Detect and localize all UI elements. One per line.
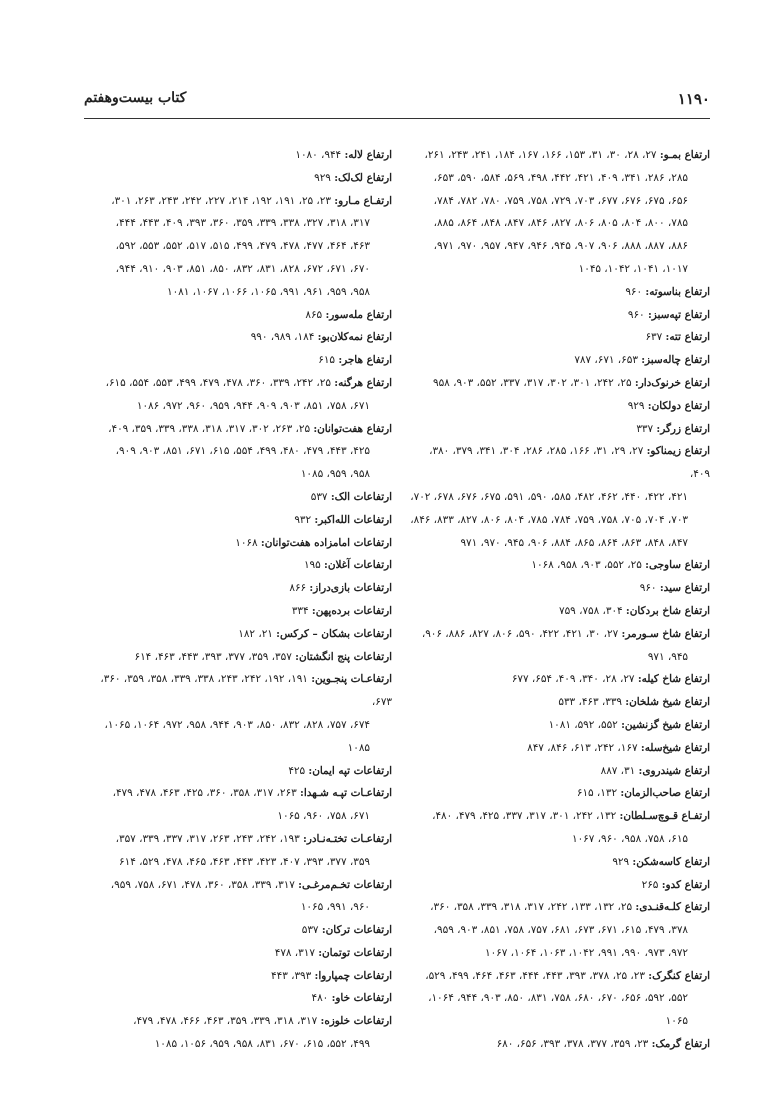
index-entry (410, 372, 710, 395)
index-page-refs: ۴۲۱، ۴۲۲، ۴۴۰، ۴۶۲، ۴۸۲، ۵۸۵، ۵۹۰، ۵۹۱، ۶۷۵، ۶۷۶، ۶۷۸، ۷۰۲، (410, 490, 688, 503)
index-page-refs: ۹۶۰ (625, 285, 643, 298)
index-page-refs: ۴۲۵ (288, 764, 306, 777)
index-term: ارتفاع کدو: (661, 878, 710, 891)
index-term: ارتفاعات آغلان: (324, 559, 392, 572)
index-page-refs: ۲۵، ۲۴۲، ۳۰۱، ۳۰۲، ۳۱۷، ۳۳۷، ۵۵۲، ۹۰۳، ۹۵۸ (433, 376, 632, 389)
index-entry (410, 668, 710, 691)
index-entry (410, 851, 710, 874)
index-term: ارتفاعـات پنجـوین: (311, 673, 392, 686)
index-page-refs: ۲۸۵، ۲۸۶، ۳۴۱، ۴۰۹، ۴۲۱، ۴۴۲، ۴۹۸، ۵۶۹، ۵۸۴، ۵۹۰، ۶۵۳، (433, 171, 688, 184)
index-entry (410, 577, 710, 600)
index-term: ارتفـاع مـارو: (334, 194, 392, 207)
index-page-refs: ۲۷، ۲۸، ۳۴۰، ۴۰۹، ۶۵۴، ۶۷۷ (511, 673, 635, 686)
index-entry (92, 600, 392, 623)
index-page-refs: ۳۰۴، ۷۵۸، ۷۵۹ (559, 604, 623, 617)
index-page-refs: ۳۱، ۸۸۷ (600, 764, 636, 777)
index-term: ارتفاع شیخ‌سله: (640, 741, 710, 754)
index-entry (410, 304, 710, 327)
index-entry (410, 896, 710, 964)
index-entry (410, 418, 710, 441)
index-page-refs: ۱۹۱، ۱۹۲، ۲۴۲، ۲۴۳، ۳۳۸، ۳۳۹، ۳۵۸، ۳۵۹، ۳۶۰، ۶۷۳، (100, 673, 392, 709)
index-page-refs: ۵۳۷ (310, 490, 328, 503)
index-page-refs: ۸۶۵ (305, 308, 323, 321)
index-page-refs: ۶۷۰، ۶۷۱، ۶۷۲، ۸۲۸، ۸۳۱، ۸۳۲، ۸۵۰، ۸۵۱، ۹۰۳، ۹۱۰، ۹۴۴، (115, 262, 370, 275)
index-entry (410, 326, 710, 349)
index-entry (410, 144, 710, 281)
index-entry (410, 440, 710, 554)
index-term: ارتفاعات الله‌اکبر: (314, 513, 392, 526)
index-page-refs: ۹۴۴، ۱۰۸۰ (295, 149, 342, 161)
index-entry (92, 372, 392, 418)
index-term: ارتفاع شیخ گزنشین: (621, 718, 710, 731)
index-term: ارتفاعات توتمان: (318, 946, 392, 959)
index-page-refs: ۳۱۷، ۴۷۸ (274, 946, 315, 959)
index-term: ارتفاع صاحب‌الزمان: (620, 787, 710, 800)
index-term: ارتفاعـات تپـه شـهدا: (299, 787, 392, 800)
index-term: ارتفاع لاله: (344, 149, 392, 161)
index-entry (92, 304, 392, 327)
index-term: ارتفاعات چمپاروا: (314, 969, 392, 982)
index-entry (92, 577, 392, 600)
index-page-refs: ۶۳۷ (645, 331, 663, 344)
index-entry (92, 782, 392, 828)
index-page-refs: ۶۷۱، ۷۵۸، ۹۶۰، ۱۰۶۵ (277, 810, 370, 823)
index-page-refs: ۲۵، ۲۶۳، ۳۰۲، ۳۱۷، ۳۱۸، ۳۳۸، ۳۳۹، ۳۵۹، ۴۰۹، (108, 422, 311, 435)
index-term: ارتفاعات پنج انگشتان: (295, 650, 392, 663)
index-page-refs: ۲۶۳، ۳۱۷، ۳۵۸، ۳۶۰، ۴۲۵، ۴۶۳، ۴۷۸، ۴۷۹، (112, 787, 297, 800)
index-term: ارتفاع شاخ بردکان: (625, 604, 710, 617)
index-term: ارتفاع چاله‌سبز: (641, 354, 710, 367)
index-term: ارتفاعات خاو: (331, 992, 392, 1005)
index-term: ارتفاع ساوجی: (645, 559, 710, 572)
index-page-refs: ۲۶۵ (641, 878, 659, 891)
index-entry (92, 942, 392, 965)
index-entry (92, 167, 392, 190)
index-term: ارتفاع خرنوک‌دار: (634, 376, 710, 389)
index-term: ارتفاع زیمناکو: (646, 445, 710, 458)
index-page-refs: ۹۲۹ (314, 171, 331, 184)
index-page-refs: ۱۹۵ (303, 559, 321, 572)
index-entry (92, 418, 392, 486)
index-page-refs: ۹۷۲، ۹۷۳، ۹۹۰، ۹۹۱، ۱۰۴۲، ۱۰۶۳، ۱۰۶۴، ۱۰۶۷ (484, 946, 688, 959)
index-page-refs: ۹۶۰، ۹۹۱، ۱۰۶۵ (300, 901, 370, 914)
index-entry (92, 554, 392, 577)
index-page-refs: ۴۹۹، ۵۵۲، ۶۱۵، ۶۷۰، ۸۳۱، ۹۵۸، ۹۵۹، ۱۰۵۶، ۱۰۸۵ (154, 1038, 370, 1051)
index-page-refs: ۳۵۷، ۳۵۹، ۳۷۷، ۳۹۳، ۴۴۳، ۴۶۳، ۶۱۴ (134, 650, 292, 663)
index-page-refs: ۸۴۷، ۸۴۸، ۸۶۳، ۸۶۴، ۸۶۵، ۸۸۴، ۹۰۶، ۹۴۵، ۹۷۰، ۹۷۱ (460, 536, 688, 549)
index-page-refs: ۱۹۳، ۲۴۲، ۲۴۳، ۲۶۳، ۳۱۷، ۳۳۷، ۳۳۹، ۳۵۷، (115, 832, 300, 845)
index-page-refs: ۱۰۶۸ (235, 536, 258, 549)
index-page-refs: ۶۱۵، ۷۵۸، ۹۵۸، ۹۶۰، ۱۰۶۷ (571, 832, 688, 845)
index-term: ارتفاعات الک: (330, 490, 392, 503)
index-term: ارتفاعات تپه ایمان: (308, 764, 392, 777)
index-page-refs: ۲۳، ۲۵، ۱۹۱، ۱۹۲، ۲۱۴، ۲۲۷، ۲۴۲، ۲۴۳، ۲۶۳، ۳۰۱، (111, 194, 331, 207)
index-page-refs: ۶۷۴، ۷۵۷، ۸۲۸، ۸۳۲، ۸۵۰، ۹۰۳، ۹۴۴، ۹۵۸، ۹۷۲، ۱۰۶۴، ۱۰۶۵، ۱۰۸۵ (104, 718, 370, 754)
index-entry (410, 600, 710, 623)
index-page-refs: ۸۶۶ (289, 582, 307, 595)
index-entry (410, 714, 710, 737)
page-header (84, 90, 710, 114)
index-page-refs: ۲۷، ۲۹، ۳۱، ۱۶۶، ۲۸۵، ۲۸۶، ۳۰۴، ۳۴۱، ۳۷۹، ۳۸۰، ۴۰۹، (429, 445, 710, 481)
index-page-refs: ۸۸۶، ۸۸۷، ۸۸۸، ۹۰۶، ۹۰۷، ۹۴۵، ۹۴۶، ۹۴۷، ۹۵۷، ۹۷۰، ۹۷۱، (433, 240, 688, 253)
index-page-refs: ۹۲۹ (612, 855, 630, 868)
index-entry (92, 623, 392, 646)
index-term: ارتفاع لک‌لک: (334, 171, 392, 184)
index-entry (92, 532, 392, 555)
index-term: ارتفاع هفت‌توانان: (313, 422, 392, 435)
index-term: ارتفاع گرمک: (651, 1038, 710, 1051)
index-term: ارتفاع کنگرک: (648, 969, 710, 982)
index-entry (92, 828, 392, 874)
index-page-refs: ۲۱، ۱۸۲ (238, 627, 273, 640)
index-entry (92, 190, 392, 304)
index-term: ارتفاعات امامزاده هفت‌توانان: (260, 536, 392, 549)
index-page-refs: ۵۵۲، ۵۹۲، ۱۰۸۱ (548, 718, 618, 731)
index-page-refs: ۲۳، ۳۵۹، ۳۷۷، ۳۷۸، ۳۹۳، ۶۵۶، ۶۸۰ (496, 1038, 649, 1051)
index-page-refs: ۷۸۵، ۸۰۰، ۸۰۴، ۸۰۵، ۸۰۶، ۸۲۷، ۸۴۶، ۸۴۷، ۸۴۸، ۸۶۴، ۸۸۵، (433, 217, 688, 230)
index-term: ارتفاع سید: (659, 582, 710, 595)
index-term: ارتفاعات خلوزه: (320, 1015, 392, 1028)
index-term: ارتفاعات بشکان – کرکس: (276, 627, 392, 640)
index-entry (92, 965, 392, 988)
index-entry (92, 349, 392, 372)
index-term: ارتفاع تته: (665, 331, 710, 344)
index-page-refs: ۳۱۷، ۳۳۹، ۳۵۸، ۳۶۰، ۴۷۸، ۶۷۱، ۷۵۸، ۹۵۹، (110, 878, 295, 891)
index-page-refs: ۱۰۱۷، ۱۰۴۱، ۱۰۴۲، ۱۰۴۵ (578, 262, 688, 275)
index-page-refs: ۱۳۲، ۶۱۵ (576, 787, 618, 800)
index-term: ارتفاع نمه‌کلان‌بو: (317, 331, 392, 344)
index-page-refs: ۲۵، ۵۵۲، ۹۰۳، ۹۵۸، ۱۰۶۸ (531, 559, 642, 572)
header-rule (84, 118, 710, 119)
index-page-refs: ۳۳۷ (636, 422, 654, 435)
index-term: ارتفاعـات تختـه‌نـادر: (303, 832, 392, 845)
index-page-refs: ۳۱۷، ۳۱۸، ۳۳۹، ۳۵۹، ۴۶۳، ۴۶۶، ۴۷۸، ۴۷۹، (133, 1015, 318, 1028)
index-entry (410, 1033, 710, 1056)
index-term: ارتفـاع قـوچ‌سـلطان: (619, 810, 710, 823)
index-term: ارتفاع بناسوته: (645, 285, 710, 298)
index-term: ارتفاع شیندروی: (638, 764, 710, 777)
index-entry (410, 782, 710, 805)
index-page-refs: ۲۷، ۲۸، ۳۰، ۳۱، ۱۵۳، ۱۶۶، ۱۶۷، ۱۸۴، ۲۴۱، ۲۴۳، ۲۶۱، (424, 149, 657, 161)
index-term: ارتفاعات تخـم‌مرغـی: (298, 878, 392, 891)
index-entry (410, 760, 710, 783)
index-entry (410, 554, 710, 577)
index-entry (410, 281, 710, 304)
index-page-refs: ۲۵، ۱۳۲، ۱۳۳، ۲۴۲، ۳۱۷، ۳۱۸، ۳۳۹، ۳۵۸، ۳۶۰، (430, 901, 633, 914)
index-term: ارتفاعات بازی‌دراز: (309, 582, 392, 595)
index-entry (92, 987, 392, 1010)
index-page-refs: ۳۳۴ (291, 604, 309, 617)
index-term: ارتفاع کاسه‌شکن: (632, 855, 710, 868)
index-entry (410, 874, 710, 897)
index-term: ارتفاع زرگر: (656, 422, 710, 435)
index-page-refs: ۴۲۵، ۴۴۳، ۴۷۹، ۴۸۰، ۴۹۹، ۵۵۴، ۶۱۵، ۶۷۱، ۸۵۱، ۹۰۳، ۹۰۹، (115, 445, 370, 458)
index-page-refs: ۵۵۲، ۵۹۲، ۶۵۶، ۶۷۰، ۶۸۰، ۷۵۸، ۸۳۱، ۸۵۰، ۹۰۳، ۹۴۴، ۱۰۶۴، ۱۰۶۵ (428, 992, 688, 1028)
index-entry (92, 144, 392, 167)
index-page-refs: ۹۵۸، ۹۵۹، ۱۰۸۵ (300, 468, 370, 481)
index-term: ارتفاع هاجر: (338, 354, 392, 367)
index-page-refs: ۹۵۸، ۹۵۹، ۹۶۱، ۹۹۱، ۱۰۶۵، ۱۰۶۶، ۱۰۶۷، ۱۰۸۱ (166, 285, 370, 298)
index-page-refs: ۹۲۹ (627, 399, 645, 412)
index-page-refs: ۳۷۸، ۴۷۹، ۶۱۵، ۶۷۱، ۶۷۳، ۶۸۱، ۷۵۷، ۷۵۸، ۸۵۱، ۹۰۳، ۹۵۹، (433, 924, 688, 937)
index-page-refs: ۴۸۰ (311, 992, 329, 1005)
index-term: ارتفاع شاخ سـورمر: (621, 627, 710, 640)
index-entry (410, 623, 710, 669)
index-page-refs: ۶۵۶، ۶۷۵، ۶۷۶، ۶۷۷، ۷۰۳، ۷۲۹، ۷۵۸، ۷۵۹، ۷۸۰، ۷۸۲، ۷۸۴، (433, 194, 688, 207)
index-term: ارتفاع مله‌سور: (325, 308, 392, 321)
index-entry (410, 395, 710, 418)
index-page-refs: ۱۳۲، ۲۴۲، ۳۰۱، ۳۱۷، ۳۳۷، ۴۲۵، ۴۷۹، ۴۸۰، (432, 810, 617, 823)
index-page-refs: ۶۵۳، ۶۷۱، ۷۸۷ (574, 354, 638, 367)
index-term: ارتفاع دولکان: (647, 399, 710, 412)
index-entry (410, 965, 710, 1033)
index-entry (92, 919, 392, 942)
index-term: ارتفاع تپه‌سبز: (647, 308, 710, 321)
index-column-right (410, 144, 710, 1056)
index-term: ارتفاعات ترکان: (321, 924, 392, 937)
index-term: ارتفاع بمـو: (659, 149, 710, 161)
index-entry (92, 668, 392, 759)
index-page-refs: ۴۶۳، ۴۶۴، ۴۷۷، ۴۷۸، ۴۷۹، ۴۹۹، ۵۱۵، ۵۱۷، ۵۵۲، ۵۵۳، ۵۹۲، (115, 240, 370, 253)
index-page-refs: ۶۱۵ (318, 354, 335, 367)
index-page-refs: ۷۰۳، ۷۰۴، ۷۰۵، ۷۵۸، ۷۵۹، ۷۸۴، ۷۸۵، ۸۰۴، ۸۰۶، ۸۲۷، ۸۳۳، ۸۴۶، (410, 513, 688, 526)
index-term: ارتفاع کلـه‌قنـدی: (635, 901, 710, 914)
index-page-refs: ۳۵۹، ۳۷۷، ۳۹۳، ۴۰۷، ۴۲۳، ۴۴۳، ۴۶۳، ۴۶۵، ۴۷۸، ۵۲۹، ۶۱۴ (119, 855, 370, 868)
index-term: ارتفاع هرگنه: (334, 376, 392, 389)
index-entry (410, 805, 710, 851)
index-page-refs: ۹۶۰ (639, 582, 657, 595)
index-column-left (92, 144, 392, 1056)
index-page-refs: ۹۴۵، ۹۷۱ (647, 650, 688, 663)
running-title: کتاب بیست‌وهفتم (84, 90, 187, 106)
index-term: ارتفاعات برده‌پهن: (311, 604, 392, 617)
index-entry (92, 326, 392, 349)
index-page-refs: ۳۳۹، ۴۶۳، ۵۳۳ (558, 696, 622, 709)
index-page-refs: ۲۷، ۳۰، ۴۲۱، ۴۲۲، ۵۹۰، ۸۰۶، ۸۲۷، ۸۸۶، ۹۰۶، (421, 627, 619, 640)
index-term: ارتفاع شاخ کیله: (637, 673, 710, 686)
index-page-refs: ۳۱۷، ۳۱۸، ۳۲۷، ۳۳۸، ۳۳۹، ۳۵۹، ۳۶۰، ۳۹۳، ۴۰۹، ۴۴۳، ۴۴۴، (115, 217, 370, 230)
index-page-refs: ۲۳، ۲۵، ۳۷۸، ۳۹۳، ۴۴۳، ۴۴۴، ۴۶۳، ۴۶۴، ۴۹۹، ۵۲۹، (425, 969, 645, 982)
index-page-refs: ۲۵، ۲۴۲، ۳۳۹، ۳۶۰، ۴۷۸، ۴۷۹، ۴۹۹، ۵۵۳، ۵۵۴، ۶۱۵، (105, 376, 331, 389)
index-page-refs: ۱۶۷، ۲۴۲، ۶۱۳، ۸۴۶، ۸۴۷ (527, 741, 638, 754)
index-entry (92, 646, 392, 669)
index-entry (92, 1010, 392, 1056)
index-page-refs: ۹۶۰ (627, 308, 645, 321)
index-page-refs: ۹۳۲ (294, 513, 312, 526)
index-page-refs: ۳۹۳، ۴۴۳ (271, 969, 312, 982)
index-entry (92, 760, 392, 783)
index-entry (92, 874, 392, 920)
index-entry (410, 737, 710, 760)
index-entry (92, 509, 392, 532)
index-page-refs: ۶۷۱، ۷۵۸، ۸۵۱، ۹۰۳، ۹۰۹، ۹۴۴، ۹۵۹، ۹۶۰، ۹۷۲، ۱۰۸۶ (136, 399, 370, 412)
index-entry (410, 691, 710, 714)
index-entry (410, 349, 710, 372)
index-term: ارتفاع شیخ شلخان: (625, 696, 710, 709)
page-number: ۱۱۹۰ (677, 90, 710, 108)
index-entry (92, 486, 392, 509)
index-page-refs: ۱۸۴، ۹۸۹، ۹۹۰ (250, 331, 315, 344)
index-page-refs: ۵۳۷ (301, 924, 319, 937)
